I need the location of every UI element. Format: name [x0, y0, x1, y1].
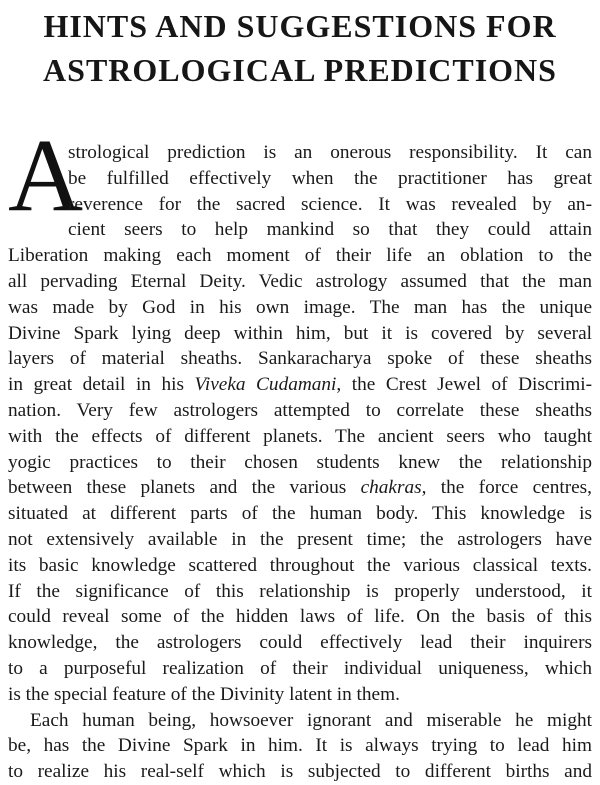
text-line: knowledge, the astrologers could effectively lead their inquirers — [8, 632, 592, 654]
text-run: , the force centres, — [421, 477, 592, 499]
text-run: between these planets and the various — [8, 477, 361, 499]
text-line — [8, 372, 592, 398]
text-line: nation. Very few astrologers attempted to correlate these sheaths — [8, 399, 592, 421]
text-line: If the significance of this relationship is properly understood, it — [8, 580, 592, 602]
chapter-title — [0, 4, 600, 92]
chapter-title-line-2: ASTROLOGICAL PREDICTIONS — [43, 52, 557, 88]
text-line: reverence for the sacred science. It was revealed by an- — [68, 193, 592, 215]
text-run: , the Crest Jewel of Discrimi- — [336, 374, 593, 396]
chapter-title-line-1: HINTS AND SUGGESTIONS FOR — [43, 8, 557, 44]
text-line: situated at different parts of the human body. This knowledge is — [8, 503, 592, 525]
italic-title: Viveka Cudamani — [194, 374, 337, 396]
text-line: to a purposeful realization of their individual uniqueness, which — [8, 657, 592, 679]
text-line: not extensively available in the present time; the astrologers have — [8, 528, 592, 550]
text-line: layers of material sheaths. Sankaracharya spoke of these sheaths — [8, 348, 592, 370]
text-line: Each human being, howsoever ignorant and miserable he might — [30, 709, 592, 731]
text-run: in great detail in his — [8, 374, 195, 396]
text-line: with the effects of different planets. The ancient seers who taught — [8, 425, 592, 447]
text-line: is the special feature of the Divinity latent in them. — [8, 683, 400, 705]
drop-cap-letter: A — [8, 118, 84, 233]
text-line — [8, 475, 592, 501]
text-line: its basic knowledge scattered throughout the various classical texts. — [8, 554, 592, 576]
text-line: Divine Spark lying deep within him, but it is covered by several — [8, 322, 592, 344]
text-line: strological prediction is an onerous responsibility. It can — [68, 142, 592, 163]
italic-term: chakras — [360, 477, 422, 499]
text-line: was made by God in his own image. The man has the unique — [8, 296, 592, 318]
text-line: could reveal some of the hidden laws of life. On the basis of this — [8, 606, 592, 628]
text-line: be, has the Divine Spark in him. It is always trying to lead him — [8, 735, 592, 757]
text-line: be fulfilled effectively when the practitioner has great — [68, 167, 592, 189]
text-line: cient seers to help mankind so that they could attain — [68, 219, 592, 241]
body-text — [8, 140, 592, 785]
text-line: yogic practices to their chosen students knew the relationship — [8, 451, 592, 473]
text-line: all pervading Eternal Deity. Vedic astrology assumed that the man — [8, 270, 592, 292]
text-line: Liberation making each moment of their life an oblation to the — [8, 245, 592, 267]
text-line: to realize his real-self which is subjected to different births and — [8, 761, 592, 783]
